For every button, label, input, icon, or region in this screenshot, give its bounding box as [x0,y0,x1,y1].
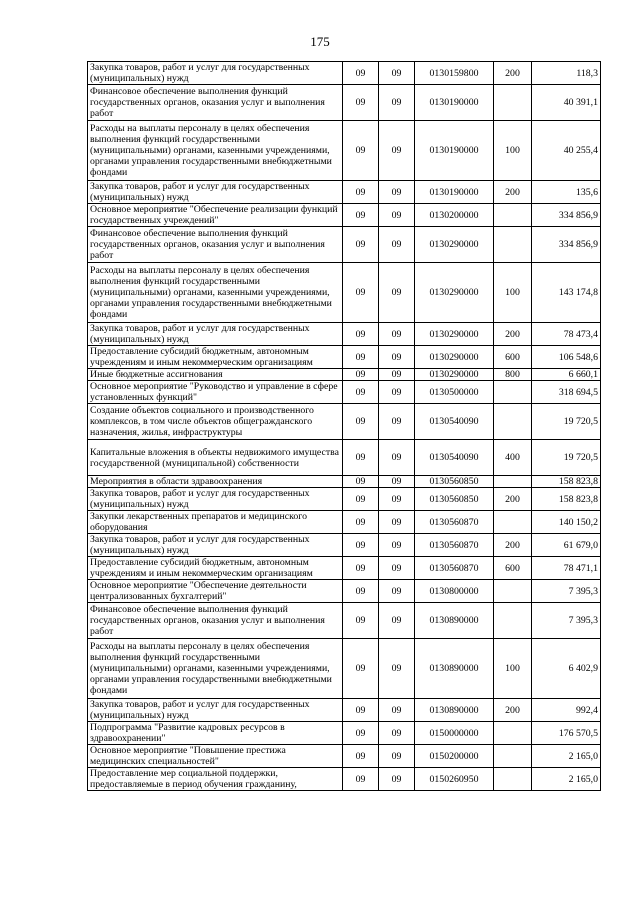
row-target-code: 0130290000 [415,323,494,346]
row-name: Финансовое обеспечение выполнения функций государственных органов, оказания услуг и выполнения работ [88,603,343,639]
row-expense-type-code [494,768,532,791]
table-row [88,534,601,557]
row-section-code: 09 [343,381,379,404]
row-name: Создание объектов социального и производственного комплексов, в том числе объектов общегражданского назначения, жилья, инфраструктуры [88,404,343,440]
row-section-code: 09 [343,369,379,381]
row-name: Расходы на выплаты персоналу в целях обеспечения выполнения функций государственными (муниципальными) органами, казенными учреждениями, органами управления государственными внебюджетными фондами [88,639,343,699]
row-section-code: 09 [343,204,379,227]
row-subsection-code: 09 [379,722,415,745]
row-section-code: 09 [343,227,379,263]
row-subsection-code: 09 [379,557,415,580]
row-name: Предоставление мер социальной поддержки, предоставляемые в период обучения гражданину, [88,768,343,791]
row-target-code: 0130500000 [415,381,494,404]
row-target-code: 0130560870 [415,511,494,534]
table-row [88,722,601,745]
row-section-code: 09 [343,722,379,745]
row-section-code: 09 [343,121,379,181]
row-expense-type-code: 200 [494,323,532,346]
row-section-code: 09 [343,534,379,557]
row-target-code: 0130190000 [415,181,494,204]
row-section-code: 09 [343,557,379,580]
row-amount: 2 165,0 [532,745,601,768]
row-expense-type-code [494,722,532,745]
row-target-code: 0130560870 [415,534,494,557]
row-subsection-code: 09 [379,181,415,204]
row-subsection-code: 09 [379,639,415,699]
row-section-code: 09 [343,488,379,511]
table-row [88,745,601,768]
row-target-code: 0130159800 [415,62,494,85]
row-subsection-code: 09 [379,62,415,85]
row-name: Основное мероприятие "Обеспечение деятельности централизованных бухгалтерий" [88,580,343,603]
table-row [88,511,601,534]
table-row [88,227,601,263]
row-target-code: 0130890000 [415,699,494,722]
row-name: Мероприятия в области здравоохранения [88,476,343,488]
row-target-code: 0130800000 [415,580,494,603]
row-expense-type-code: 400 [494,440,532,476]
row-name: Предоставление субсидий бюджетным, автономным учреждениям и иным некоммерческим организациям [88,557,343,580]
row-amount: 158 823,8 [532,476,601,488]
row-subsection-code: 09 [379,121,415,181]
row-subsection-code: 09 [379,534,415,557]
row-target-code: 0130290000 [415,346,494,369]
row-target-code: 0130560870 [415,557,494,580]
row-name: Основное мероприятие "Обеспечение реализации функций государственных учреждений" [88,204,343,227]
row-expense-type-code [494,404,532,440]
row-target-code: 0130890000 [415,603,494,639]
row-subsection-code: 09 [379,227,415,263]
row-expense-type-code [494,476,532,488]
row-amount: 2 165,0 [532,768,601,791]
row-section-code: 09 [343,404,379,440]
budget-table [87,61,601,791]
row-target-code: 0130890000 [415,639,494,699]
table-row [88,381,601,404]
row-expense-type-code [494,511,532,534]
row-section-code: 09 [343,346,379,369]
row-target-code: 0130290000 [415,263,494,323]
row-amount: 19 720,5 [532,440,601,476]
row-amount: 334 856,9 [532,227,601,263]
row-amount: 143 174,8 [532,263,601,323]
table-row [88,263,601,323]
row-subsection-code: 09 [379,85,415,121]
table-row [88,488,601,511]
row-name: Иные бюджетные ассигнования [88,369,343,381]
row-amount: 318 694,5 [532,381,601,404]
row-section-code: 09 [343,580,379,603]
row-target-code: 0130540090 [415,440,494,476]
row-section-code: 09 [343,476,379,488]
table-row [88,639,601,699]
table-row [88,603,601,639]
row-expense-type-code: 200 [494,534,532,557]
row-expense-type-code: 600 [494,557,532,580]
row-section-code: 09 [343,263,379,323]
row-target-code: 0130290000 [415,227,494,263]
row-amount: 135,6 [532,181,601,204]
row-amount: 7 395,3 [532,603,601,639]
row-section-code: 09 [343,639,379,699]
row-name: Расходы на выплаты персоналу в целях обеспечения выполнения функций государственными (муниципальными) органами, казенными учреждениями, органами управления государственными внебюджетными фондами [88,121,343,181]
page-number: 175 [310,34,330,49]
row-name: Закупка товаров, работ и услуг для государственных (муниципальных) нужд [88,323,343,346]
row-amount: 40 255,4 [532,121,601,181]
row-section-code: 09 [343,323,379,346]
row-expense-type-code: 200 [494,181,532,204]
row-expense-type-code [494,603,532,639]
row-subsection-code: 09 [379,404,415,440]
row-subsection-code: 09 [379,381,415,404]
table-row [88,580,601,603]
row-target-code: 0150200000 [415,745,494,768]
row-name: Закупка товаров, работ и услуг для государственных (муниципальных) нужд [88,699,343,722]
row-target-code: 0130290000 [415,369,494,381]
row-subsection-code: 09 [379,476,415,488]
row-amount: 78 473,4 [532,323,601,346]
table-row [88,346,601,369]
row-name: Основное мероприятие "Повышение престижа медицинских специальностей" [88,745,343,768]
row-section-code: 09 [343,181,379,204]
row-expense-type-code [494,227,532,263]
row-section-code: 09 [343,85,379,121]
table-row [88,768,601,791]
row-expense-type-code [494,204,532,227]
row-amount: 118,3 [532,62,601,85]
row-subsection-code: 09 [379,768,415,791]
row-expense-type-code: 800 [494,369,532,381]
row-target-code: 0150000000 [415,722,494,745]
row-amount: 334 856,9 [532,204,601,227]
row-target-code: 0130540090 [415,404,494,440]
row-amount: 6 660,1 [532,369,601,381]
row-amount: 78 471,1 [532,557,601,580]
row-subsection-code: 09 [379,488,415,511]
row-section-code: 09 [343,62,379,85]
table-row [88,476,601,488]
row-expense-type-code: 100 [494,639,532,699]
row-expense-type-code: 200 [494,62,532,85]
row-subsection-code: 09 [379,745,415,768]
table-row [88,557,601,580]
row-section-code: 09 [343,511,379,534]
row-expense-type-code: 200 [494,699,532,722]
row-expense-type-code: 100 [494,263,532,323]
row-expense-type-code: 600 [494,346,532,369]
row-amount: 992,4 [532,699,601,722]
row-amount: 61 679,0 [532,534,601,557]
row-subsection-code: 09 [379,511,415,534]
table-row [88,121,601,181]
row-expense-type-code [494,580,532,603]
row-subsection-code: 09 [379,603,415,639]
row-target-code: 0130200000 [415,204,494,227]
row-subsection-code: 09 [379,204,415,227]
row-subsection-code: 09 [379,580,415,603]
row-section-code: 09 [343,440,379,476]
table-row [88,181,601,204]
row-target-code: 0150260950 [415,768,494,791]
row-name: Основное мероприятие "Руководство и управление в сфере установленных функций" [88,381,343,404]
row-name: Расходы на выплаты персоналу в целях обеспечения выполнения функций государственными (муниципальными) органами, казенными учреждениями, органами управления государственными внебюджетными фондами [88,263,343,323]
row-amount: 158 823,8 [532,488,601,511]
table-row [88,204,601,227]
row-target-code: 0130560850 [415,488,494,511]
table-row [88,62,601,85]
table-row [88,404,601,440]
row-target-code: 0130560850 [415,476,494,488]
row-subsection-code: 09 [379,369,415,381]
row-name: Финансовое обеспечение выполнения функций государственных органов, оказания услуг и выполнения работ [88,227,343,263]
row-name: Финансовое обеспечение выполнения функций государственных органов, оказания услуг и выполнения работ [88,85,343,121]
row-name: Закупка товаров, работ и услуг для государственных (муниципальных) нужд [88,181,343,204]
row-expense-type-code [494,745,532,768]
row-subsection-code: 09 [379,346,415,369]
row-target-code: 0130190000 [415,121,494,181]
row-subsection-code: 09 [379,263,415,323]
row-expense-type-code [494,381,532,404]
row-expense-type-code [494,85,532,121]
row-name: Капитальные вложения в объекты недвижимого имущества государственной (муниципальной) собственности [88,440,343,476]
row-name: Закупки лекарственных препаратов и медицинского оборудования [88,511,343,534]
table-row [88,699,601,722]
table-row [88,85,601,121]
row-amount: 176 570,5 [532,722,601,745]
row-name: Закупка товаров, работ и услуг для государственных (муниципальных) нужд [88,534,343,557]
row-amount: 40 391,1 [532,85,601,121]
row-section-code: 09 [343,745,379,768]
row-name: Подпрограмма "Развитие кадровых ресурсов в здравоохранении" [88,722,343,745]
row-expense-type-code: 200 [494,488,532,511]
row-name: Закупка товаров, работ и услуг для государственных (муниципальных) нужд [88,62,343,85]
row-amount: 7 395,3 [532,580,601,603]
row-section-code: 09 [343,603,379,639]
table-row [88,440,601,476]
row-subsection-code: 09 [379,699,415,722]
row-section-code: 09 [343,699,379,722]
row-name: Закупка товаров, работ и услуг для государственных (муниципальных) нужд [88,488,343,511]
row-expense-type-code: 100 [494,121,532,181]
row-target-code: 0130190000 [415,85,494,121]
budget-table-body [88,62,601,791]
row-amount: 19 720,5 [532,404,601,440]
table-row [88,369,601,381]
row-name: Предоставление субсидий бюджетным, автономным учреждениям и иным некоммерческим организациям [88,346,343,369]
table-row [88,323,601,346]
row-subsection-code: 09 [379,440,415,476]
row-amount: 140 150,2 [532,511,601,534]
row-amount: 106 548,6 [532,346,601,369]
row-subsection-code: 09 [379,323,415,346]
row-amount: 6 402,9 [532,639,601,699]
row-section-code: 09 [343,768,379,791]
